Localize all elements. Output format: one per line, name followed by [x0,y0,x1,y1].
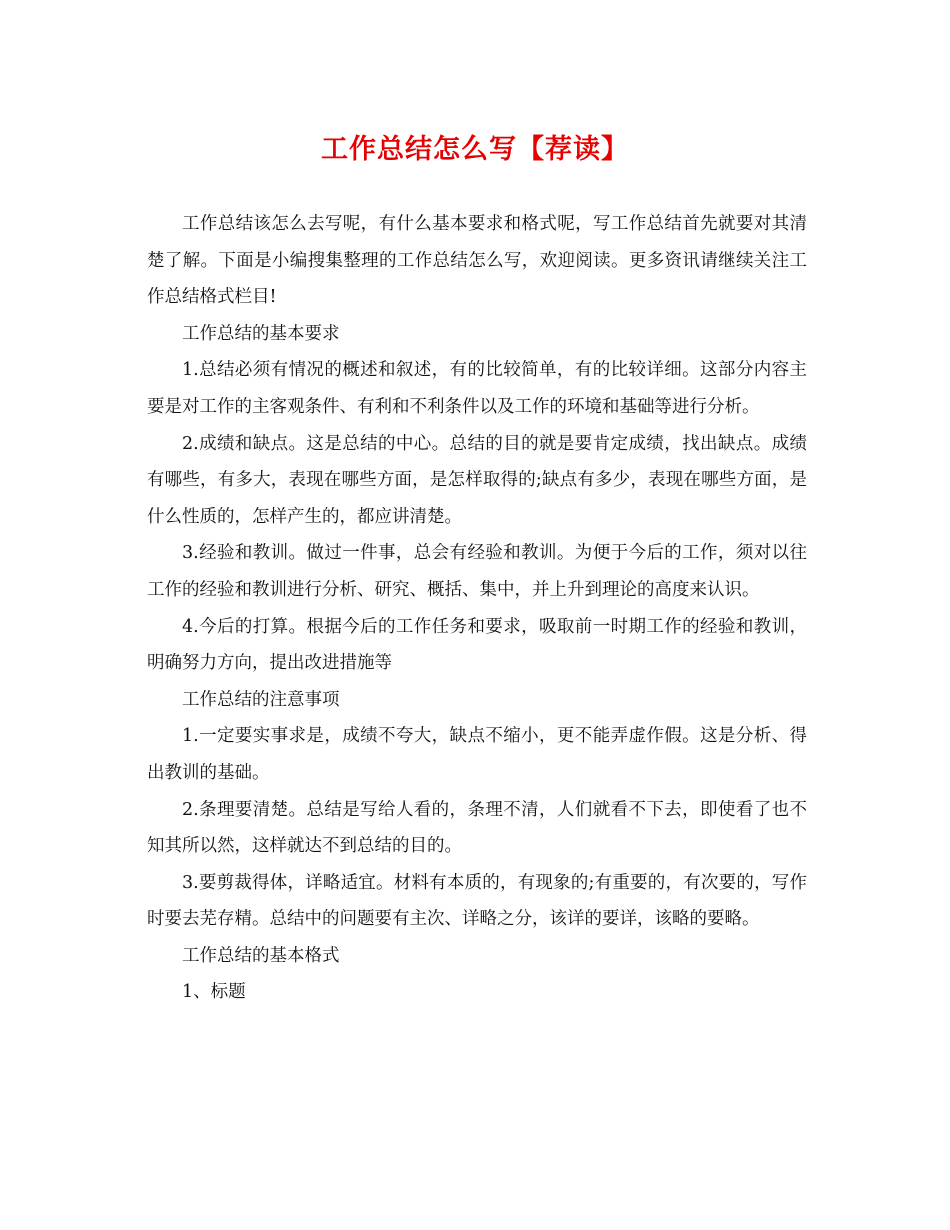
requirement-item-3: 3.经验和教训。做过一件事，总会有经验和教训。为便于今后的工作，须对以往工作的经验和教训进行分析、研究、概括、集中，并上升到理论的高度来认识。 [147,543,807,600]
format-item-1: 1、标题 [182,982,246,1003]
requirement-item-2: 2.成绩和缺点。这是总结的中心。总结的目的就是要肯定成绩，找出缺点。成绩有哪些，有多大，表现在哪些方面，是怎样取得的;缺点有多少，表现在哪些方面，是什么性质的，怎样产生的，都应讲清楚。 [147,433,807,527]
section-heading-notes: 工作总结的注意事项 [182,689,340,710]
section-heading-basic-requirements: 工作总结的基本要求 [182,323,340,344]
document-title: 工作总结怎么写【荐读】 [321,134,629,165]
note-item-1: 1.一定要实事求是，成绩不夸大，缺点不缩小，更不能弄虚作假。这是分析、得出教训的基础。 [147,726,807,783]
requirement-item-1: 1.总结必须有情况的概述和叙述，有的比较简单，有的比较详细。这部分内容主要是对工作的主客观条件、有利和不利条件以及工作的环境和基础等进行分析。 [147,360,807,417]
document-body [147,206,807,1011]
requirement-item-4: 4.今后的打算。根据今后的工作任务和要求，吸取前一时期工作的经验和教训，明确努力方向，提出改进措施等 [147,616,807,674]
section-heading-format: 工作总结的基本格式 [182,945,340,966]
note-item-2: 2.条理要清楚。总结是写给人看的，条理不清，人们就看不下去，即使看了也不知其所以然，这样就达不到总结的目的。 [147,799,807,857]
intro-paragraph: 工作总结该怎么去写呢，有什么基本要求和格式呢，写工作总结首先就要对其清楚了解。下面是小编搜集整理的工作总结怎么写，欢迎阅读。更多资讯请继续关注工作总结格式栏目! [147,214,807,308]
note-item-3: 3.要剪裁得体，详略适宜。材料有本质的，有现象的;有重要的，有次要的，写作时要去芜存精。总结中的问题要有主次、详略之分，该详的要详，该略的要略。 [147,872,807,930]
